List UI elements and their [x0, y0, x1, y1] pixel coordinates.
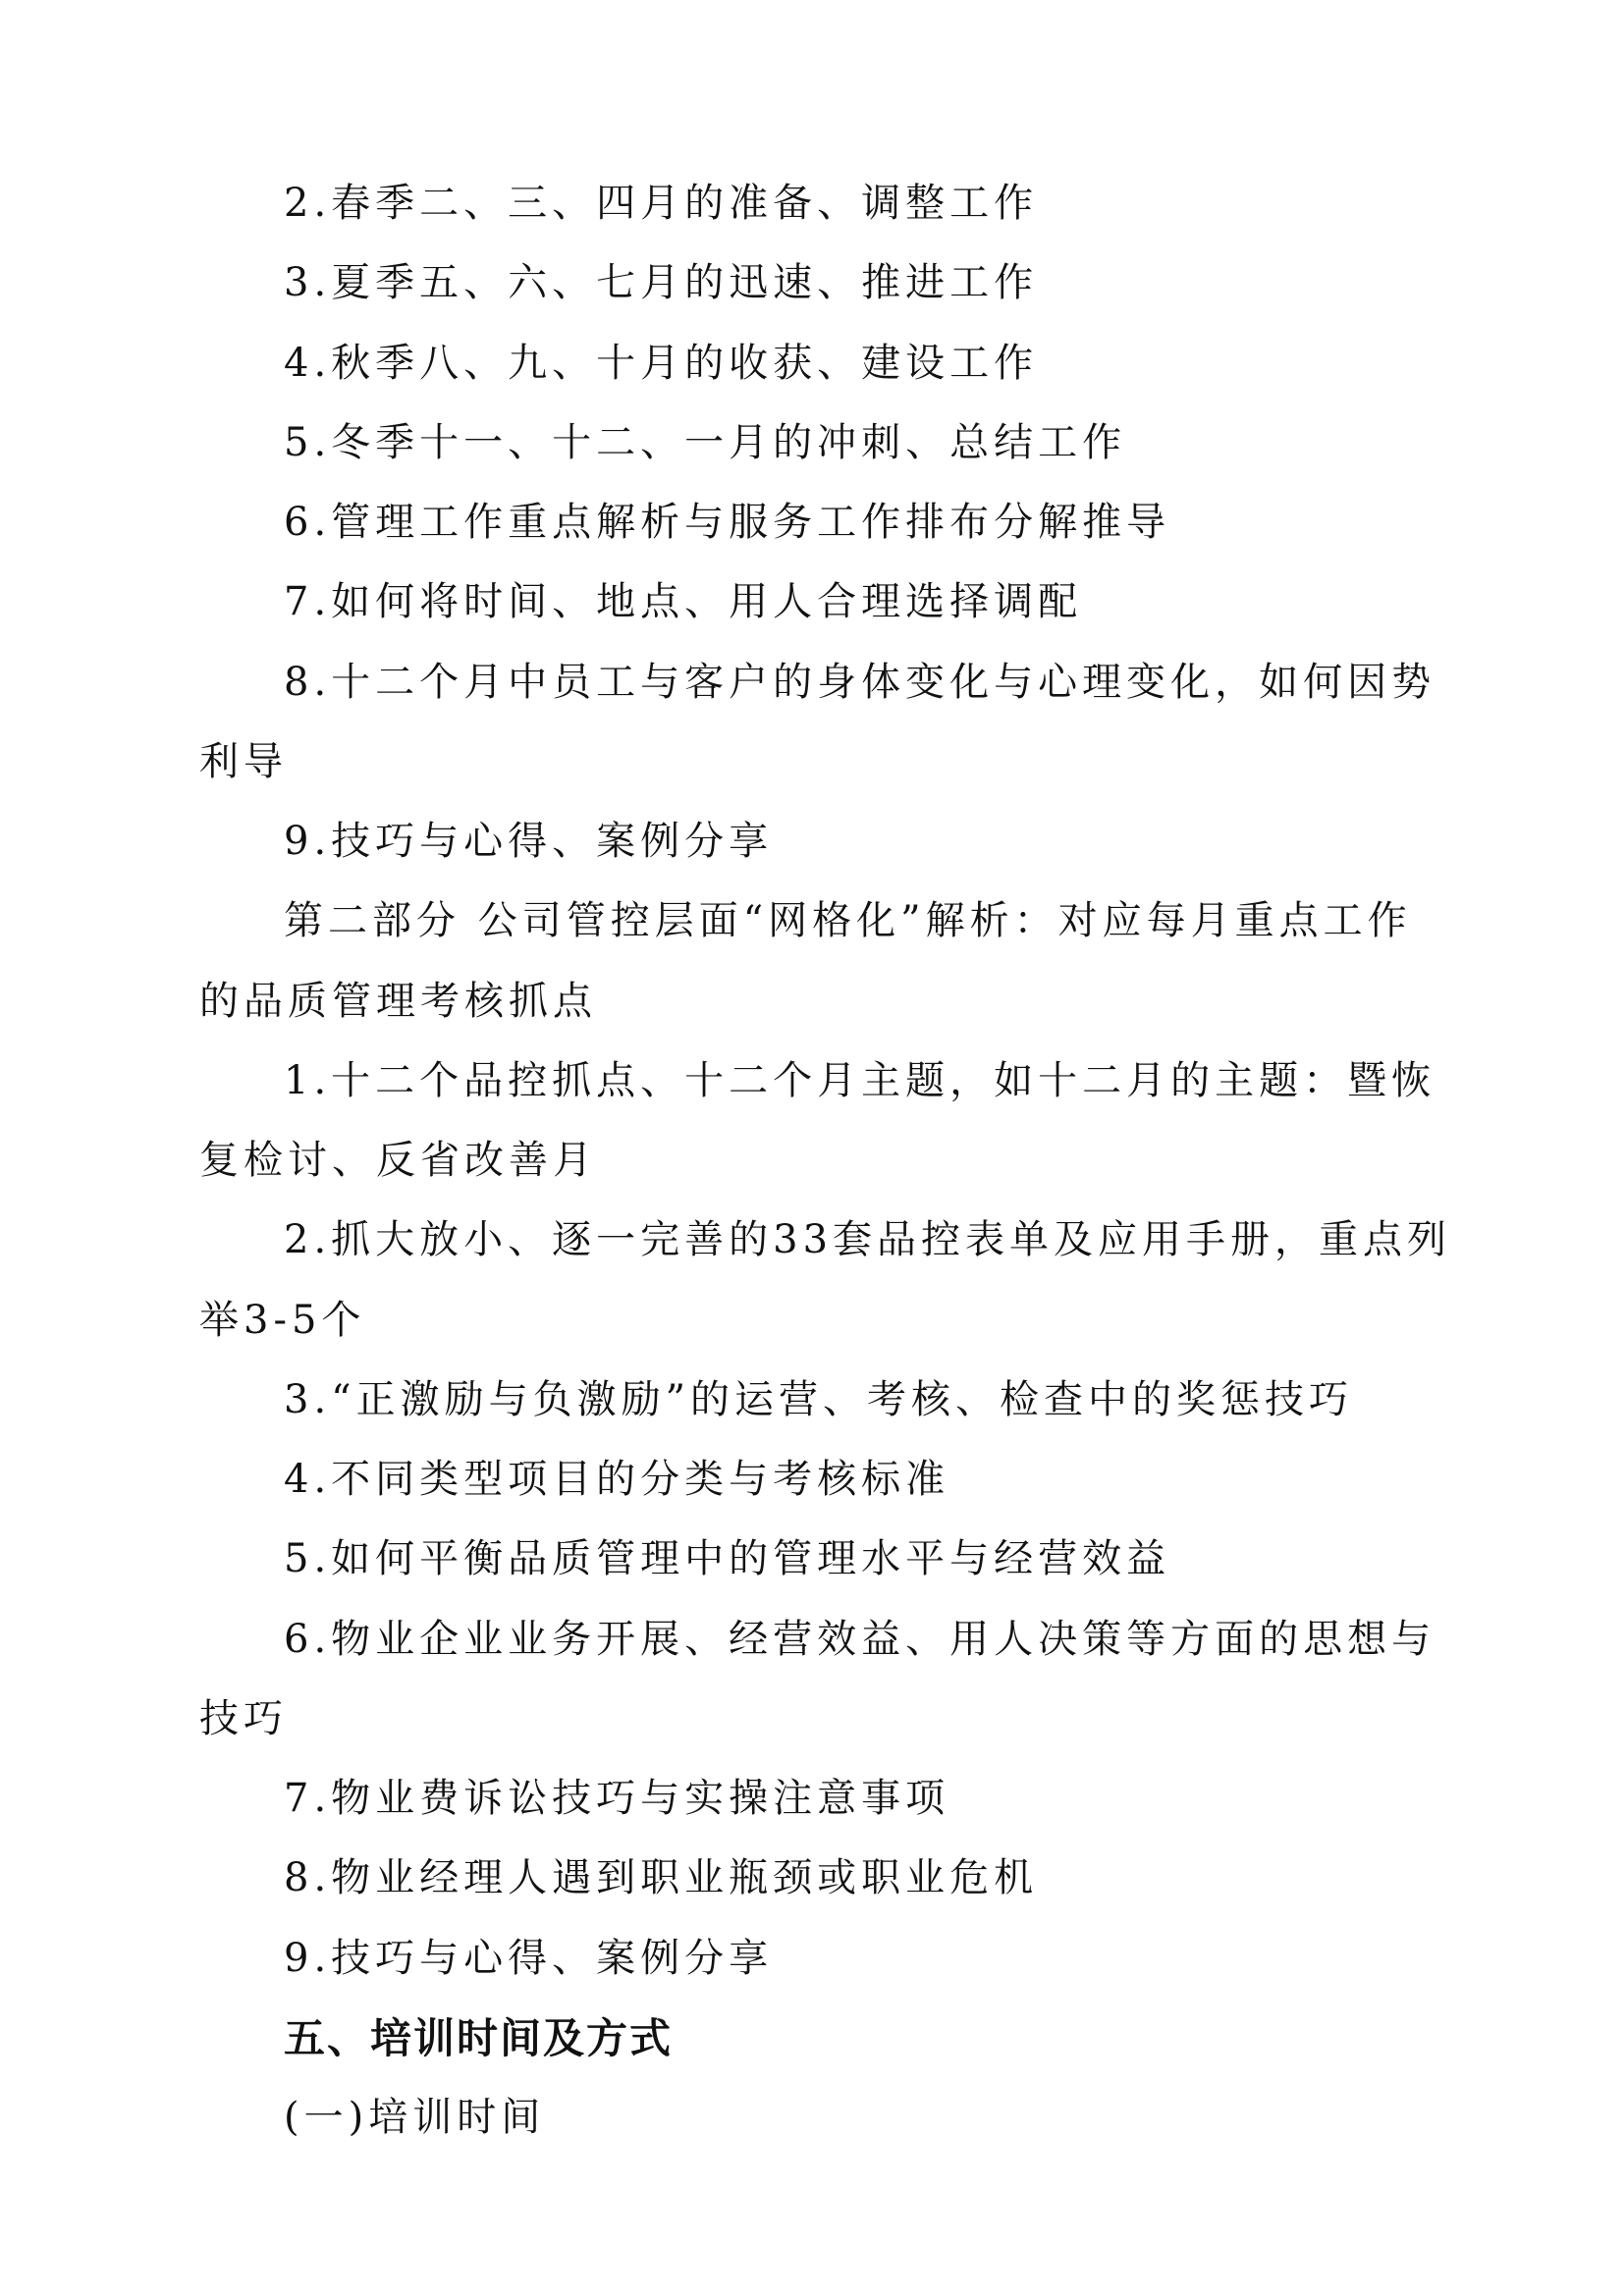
paragraph	[199, 802, 1439, 881]
text-line: 5.冬季十一、十二、一月的冲刺、总结工作	[284, 419, 1127, 465]
paragraph	[199, 1201, 1452, 1361]
text-line: 7.如何将时间、地点、用人合理选择调配	[284, 579, 1083, 625]
text-line: 3.“正激励与负激励”的运营、考核、检查中的奖惩技巧	[284, 1376, 1354, 1422]
text-line: 2.抓大放小、逐一完善的33套品控表单及应用手册，重点列	[284, 1217, 1452, 1263]
paragraph	[199, 164, 1439, 243]
text-line: 6.物业企业业务开展、经营效益、用人决策等方面的思想与	[284, 1616, 1436, 1662]
paragraph	[199, 881, 1439, 1041]
paragraph	[199, 1600, 1439, 1760]
text-line: 举3-5个	[199, 1297, 366, 1343]
paragraph	[199, 243, 1439, 323]
paragraph	[199, 562, 1439, 642]
text-line: 第二部分 公司管控层面“网格化”解析：对应每月重点工作	[284, 898, 1412, 944]
section-heading: 五、培训时间及方式	[284, 2013, 674, 2062]
paragraph	[199, 1759, 1439, 1839]
paragraph	[199, 1520, 1439, 1599]
text-line: 利导	[199, 738, 288, 784]
text-line: 的品质管理考核抓点	[199, 978, 597, 1024]
paragraph	[199, 483, 1439, 562]
text-line: 技巧	[199, 1695, 288, 1741]
text-line: 3.夏季五、六、七月的迅速、推进工作	[284, 260, 1039, 306]
paragraph	[199, 324, 1439, 403]
paragraph	[199, 1919, 1439, 1999]
text-line: 8.物业经理人遇到职业瓶颈或职业危机	[284, 1855, 1039, 1901]
paragraph	[199, 1361, 1439, 1440]
text-line: 9.技巧与心得、案例分享	[284, 819, 774, 864]
text-line: 4.秋季八、九、十月的收获、建设工作	[284, 340, 1039, 386]
text-line: 5.如何平衡品质管理中的管理水平与经营效益	[284, 1536, 1171, 1582]
paragraph	[199, 643, 1439, 803]
text-line: 2.春季二、三、四月的准备、调整工作	[284, 181, 1039, 226]
text-line: 8.十二个月中员工与客户的身体变化与心理变化，如何因势	[284, 659, 1436, 705]
text-line: 4.不同类型项目的分类与考核标准	[284, 1457, 950, 1502]
paragraph	[199, 1839, 1439, 1918]
document-page	[199, 164, 1452, 2158]
text-line: 7.物业费诉讼技巧与实操注意事项	[284, 1776, 950, 1821]
paragraph	[199, 1041, 1439, 1201]
text-line: 6.管理工作重点解析与服务工作排布分解推导	[284, 500, 1171, 545]
text-line: 复检讨、反省改善月	[199, 1138, 597, 1183]
text-line: 9.技巧与心得、案例分享	[284, 1935, 774, 1981]
text-line: 1.十二个品控抓点、十二个月主题，如十二月的主题：暨恢	[284, 1057, 1436, 1103]
paragraph	[199, 1440, 1439, 1520]
subsection-heading: (一)培训时间	[284, 2095, 546, 2140]
paragraph	[199, 403, 1439, 483]
